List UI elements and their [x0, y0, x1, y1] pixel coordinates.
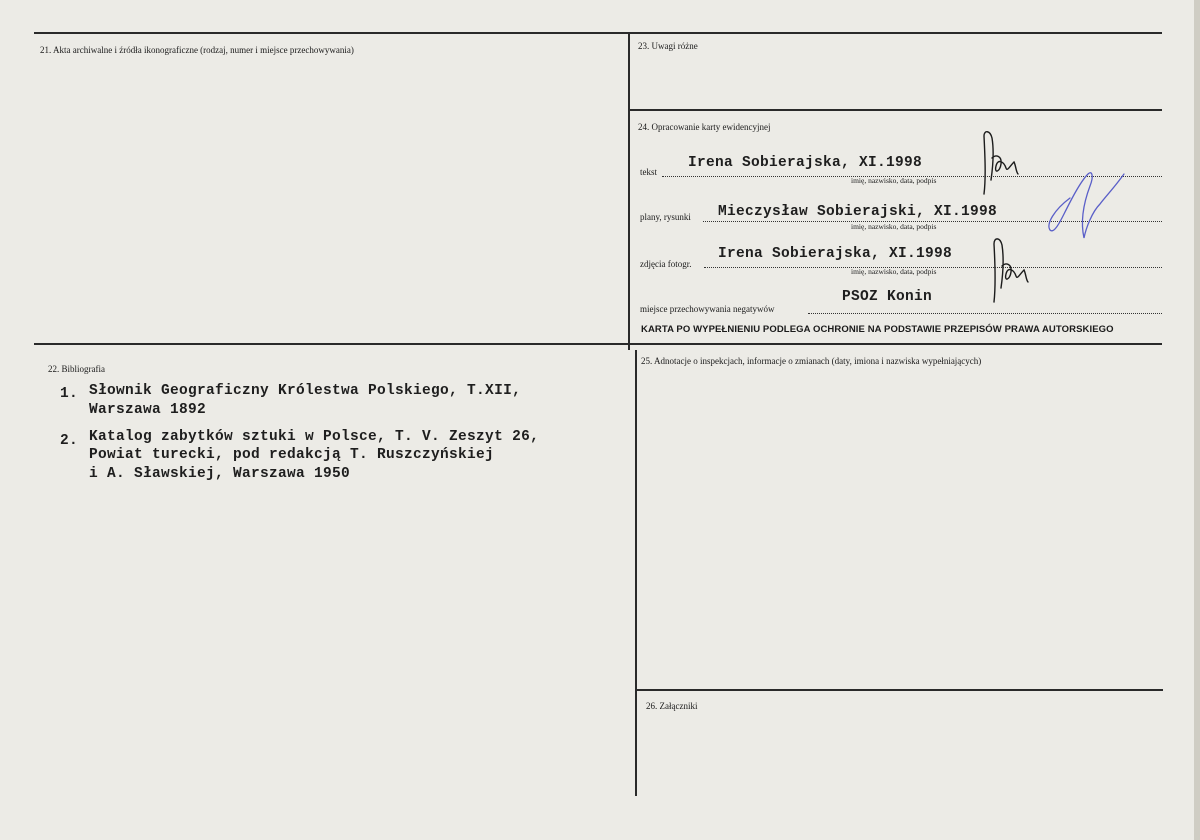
top-rule [34, 32, 1162, 34]
tekst-value: Irena Sobierajska, XI.1998 [688, 155, 923, 171]
plany-sublabel: imię, nazwisko, data, podpis [851, 222, 937, 231]
center-divider-lower [635, 350, 637, 796]
s25-bottom-rule [635, 689, 1163, 691]
zdjecia-value: Irena Sobierajska, XI.1998 [718, 246, 953, 262]
plany-label: plany, rysunki [640, 212, 691, 222]
center-divider [628, 32, 630, 350]
bibliography-item-2-line-2: Powiat turecki, pod redakcją T. Ruszczyńskiej [89, 447, 495, 463]
bibliography-item-2-line-1: Katalog zabytków sztuki w Polsce, T. V. Zeszyt 26, [89, 429, 540, 445]
signature-zdjecia [988, 234, 1030, 304]
negatywy-dotted-line [808, 313, 1162, 314]
signature-tekst [980, 128, 1022, 196]
bibliography-item-2-line-3: i A. Sławskiej, Warszawa 1950 [89, 466, 351, 482]
signature-plany [1040, 168, 1145, 253]
section-25-label: 25. Adnotacje o inspekcjach, informacje o zmianach (daty, imiona i nazwiska wypełniających) [641, 356, 982, 366]
negatywy-label: miejsce przechowywania negatywów [640, 304, 775, 314]
plany-value: Mieczysław Sobierajski, XI.1998 [718, 204, 998, 220]
zdjecia-sublabel: imię, nazwisko, data, podpis [851, 267, 937, 276]
middle-rule [34, 343, 1162, 345]
section-21-label: 21. Akta archiwalne i źródła ikonograficzne (rodzaj, numer i miejsce przechowywania) [40, 45, 354, 55]
page-edge [1194, 0, 1200, 840]
zdjecia-label: zdjęcia fotogr. [640, 259, 692, 269]
bibliography-item-1-number: 1. [60, 386, 79, 402]
bibliography-item-2-number: 2. [60, 433, 79, 449]
bibliography-item-1-line-1: Słownik Geograficzny Królestwa Polskiego, T.XII, [89, 383, 522, 399]
copyright-notice: KARTA PO WYPEŁNIENIU PODLEGA OCHRONIE NA PODSTAWIE PRZEPISÓW PRAWA AUTORSKIEGO [641, 324, 1114, 335]
tekst-label: tekst [640, 167, 657, 177]
section-26-label: 26. Załączniki [646, 701, 698, 711]
negatywy-value: PSOZ Konin [842, 289, 933, 305]
section-24-label: 24. Opracowanie karty ewidencyjnej [638, 122, 771, 132]
tekst-sublabel: imię, nazwisko, data, podpis [851, 176, 937, 185]
bibliography-item-1-line-2: Warszawa 1892 [89, 402, 207, 418]
section-22-label: 22. Bibliografia [48, 364, 105, 374]
s23-bottom-rule [628, 109, 1162, 111]
section-23-label: 23. Uwagi różne [638, 41, 698, 51]
